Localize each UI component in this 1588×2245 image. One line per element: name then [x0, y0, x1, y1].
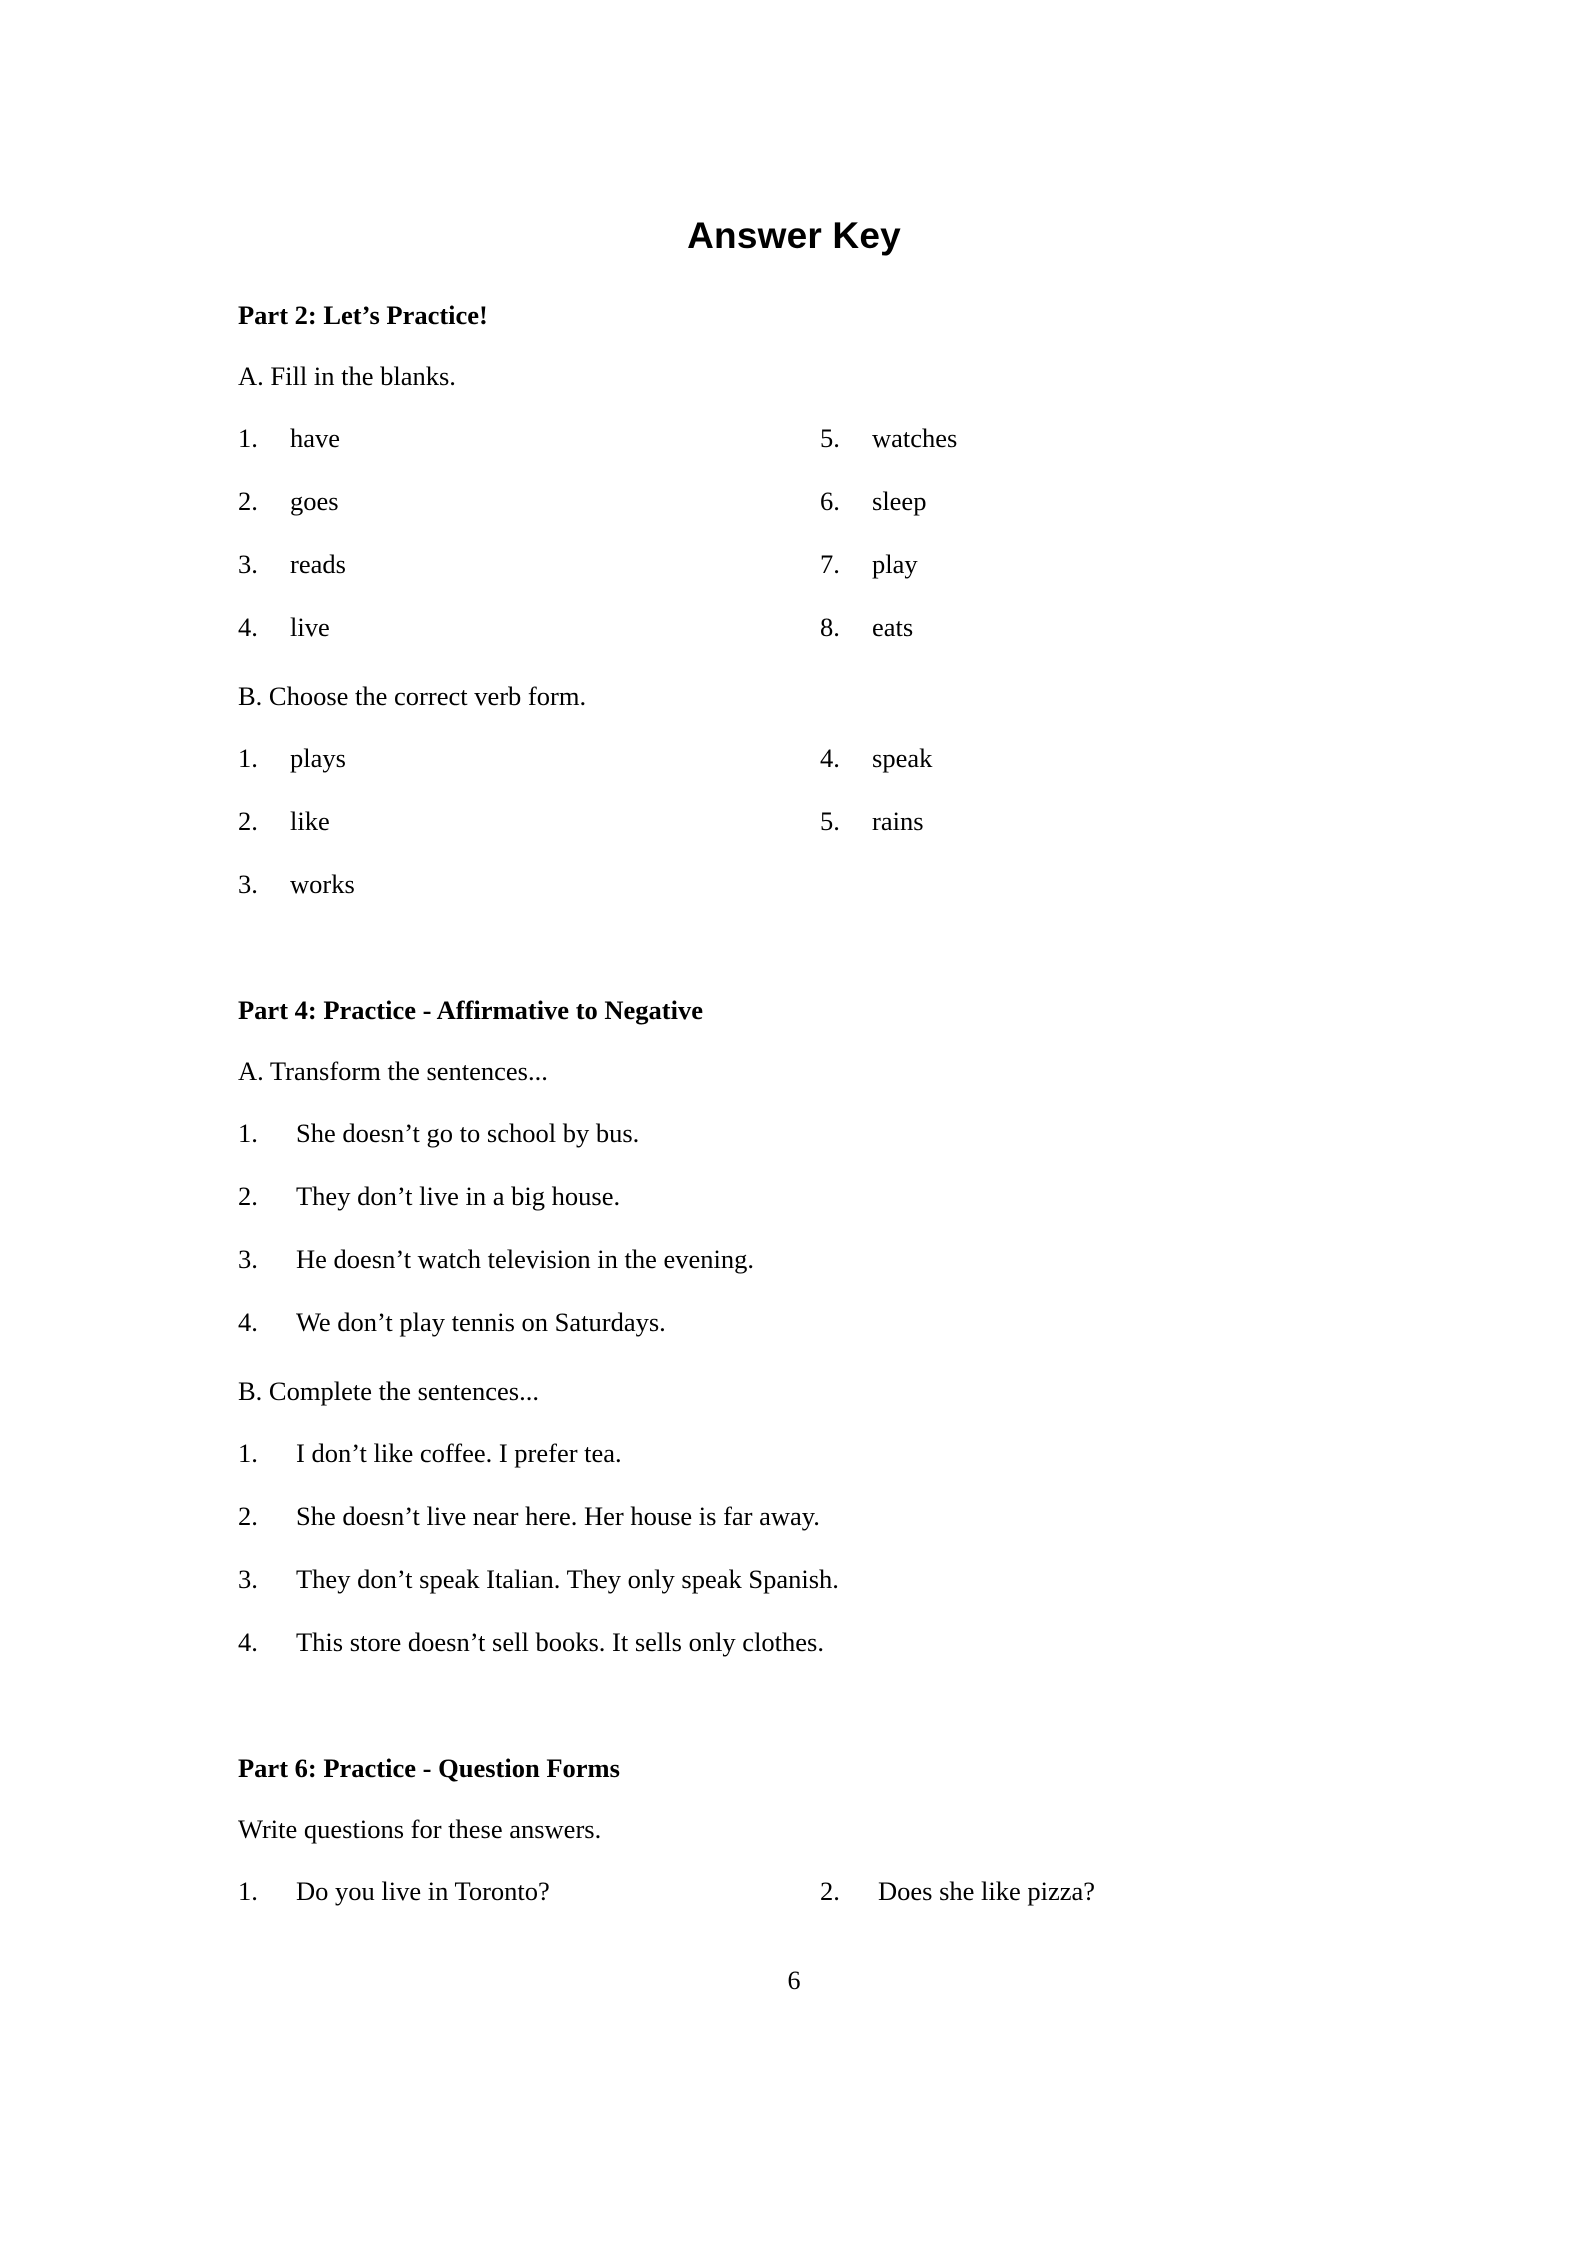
group-label: A. Fill in the blanks. [238, 361, 456, 391]
answer-item [238, 1503, 820, 1530]
answer-item [238, 488, 339, 515]
answer-text: plays [290, 743, 346, 773]
answer-item [238, 1566, 839, 1593]
page-number: 6 [787, 1966, 801, 1995]
answer-number: 6. [820, 486, 840, 516]
answer-item [820, 808, 924, 835]
answer-text: rains [872, 806, 924, 836]
answer-text: like [290, 806, 330, 836]
answer-number: 4. [820, 743, 840, 773]
answer-item [820, 551, 918, 578]
answer-text: He doesn’t watch television in the evening. [296, 1244, 754, 1274]
answer-number: 8. [820, 612, 840, 642]
answer-number: 4. [238, 1627, 258, 1657]
answer-item [238, 1629, 824, 1656]
answer-text: We don’t play tennis on Saturdays. [296, 1307, 666, 1337]
answer-list [238, 745, 1368, 934]
answer-number: 1. [238, 1118, 258, 1148]
answer-text: She doesn’t go to school by bus. [296, 1118, 640, 1148]
answer-text: play [872, 549, 918, 579]
answer-item [238, 1246, 754, 1273]
answer-list [238, 1878, 1368, 1941]
group-label: Write questions for these answers. [238, 1814, 602, 1844]
answer-text: They don’t speak Italian. They only speak Spanish. [296, 1564, 839, 1594]
answer-number: 1. [238, 1438, 258, 1468]
answer-number: 2. [820, 1876, 840, 1906]
answer-number: 4. [238, 1307, 258, 1337]
answer-item [238, 1183, 620, 1210]
answer-number: 7. [820, 549, 840, 579]
section-heading: Part 2: Let’s Practice! [238, 300, 488, 330]
answer-item [820, 1878, 1095, 1905]
answer-number: 2. [238, 1501, 258, 1531]
answer-text: This store doesn’t sell books. It sells only clothes. [296, 1627, 824, 1657]
group-label: A. Transform the sentences... [238, 1056, 548, 1086]
answer-text: watches [872, 423, 958, 453]
answer-item [238, 425, 340, 452]
answer-number: 1. [238, 743, 258, 773]
answer-text: speak [872, 743, 933, 773]
answer-list [238, 1440, 1368, 1692]
answer-number: 3. [238, 549, 258, 579]
answer-text: They don’t live in a big house. [296, 1181, 621, 1211]
answer-text: reads [290, 549, 346, 579]
answer-item [238, 614, 330, 641]
answer-text: Does she like pizza? [878, 1876, 1096, 1906]
page-title: Answer Key [687, 215, 901, 256]
group-label: B. Complete the sentences... [238, 1376, 539, 1406]
answer-text: works [290, 869, 355, 899]
group-label: B. Choose the correct verb form. [238, 681, 587, 711]
answer-item [238, 808, 330, 835]
answer-text: goes [290, 486, 339, 516]
answer-item [820, 425, 957, 452]
answer-text: have [290, 423, 341, 453]
answer-text: Do you live in Toronto? [296, 1876, 550, 1906]
answer-number: 2. [238, 806, 258, 836]
answer-item [238, 1120, 639, 1147]
answer-item [238, 745, 346, 772]
answer-item [238, 871, 355, 898]
answer-number: 3. [238, 1244, 258, 1274]
answer-text: eats [872, 612, 914, 642]
section-heading: Part 6: Practice - Question Forms [238, 1753, 620, 1783]
answer-number: 5. [820, 806, 840, 836]
answer-number: 1. [238, 1876, 258, 1906]
answer-item [238, 551, 346, 578]
answer-number: 2. [238, 486, 258, 516]
answer-number: 3. [238, 869, 258, 899]
answer-list [238, 425, 1368, 677]
answer-item [238, 1878, 550, 1905]
answer-item [820, 488, 926, 515]
answer-item [238, 1440, 622, 1467]
answer-number: 3. [238, 1564, 258, 1594]
answer-number: 1. [238, 423, 258, 453]
answer-text: I don’t like coffee. I prefer tea. [296, 1438, 622, 1468]
answer-number: 4. [238, 612, 258, 642]
answer-text: live [290, 612, 330, 642]
answer-text: sleep [872, 486, 927, 516]
answer-item [820, 614, 913, 641]
answer-item [820, 745, 932, 772]
answer-text: She doesn’t live near here. Her house is far away. [296, 1501, 820, 1531]
answer-list [238, 1120, 1368, 1372]
answer-number: 5. [820, 423, 840, 453]
answer-item [238, 1309, 666, 1336]
section-heading: Part 4: Practice - Affirmative to Negative [238, 995, 703, 1025]
answer-number: 2. [238, 1181, 258, 1211]
